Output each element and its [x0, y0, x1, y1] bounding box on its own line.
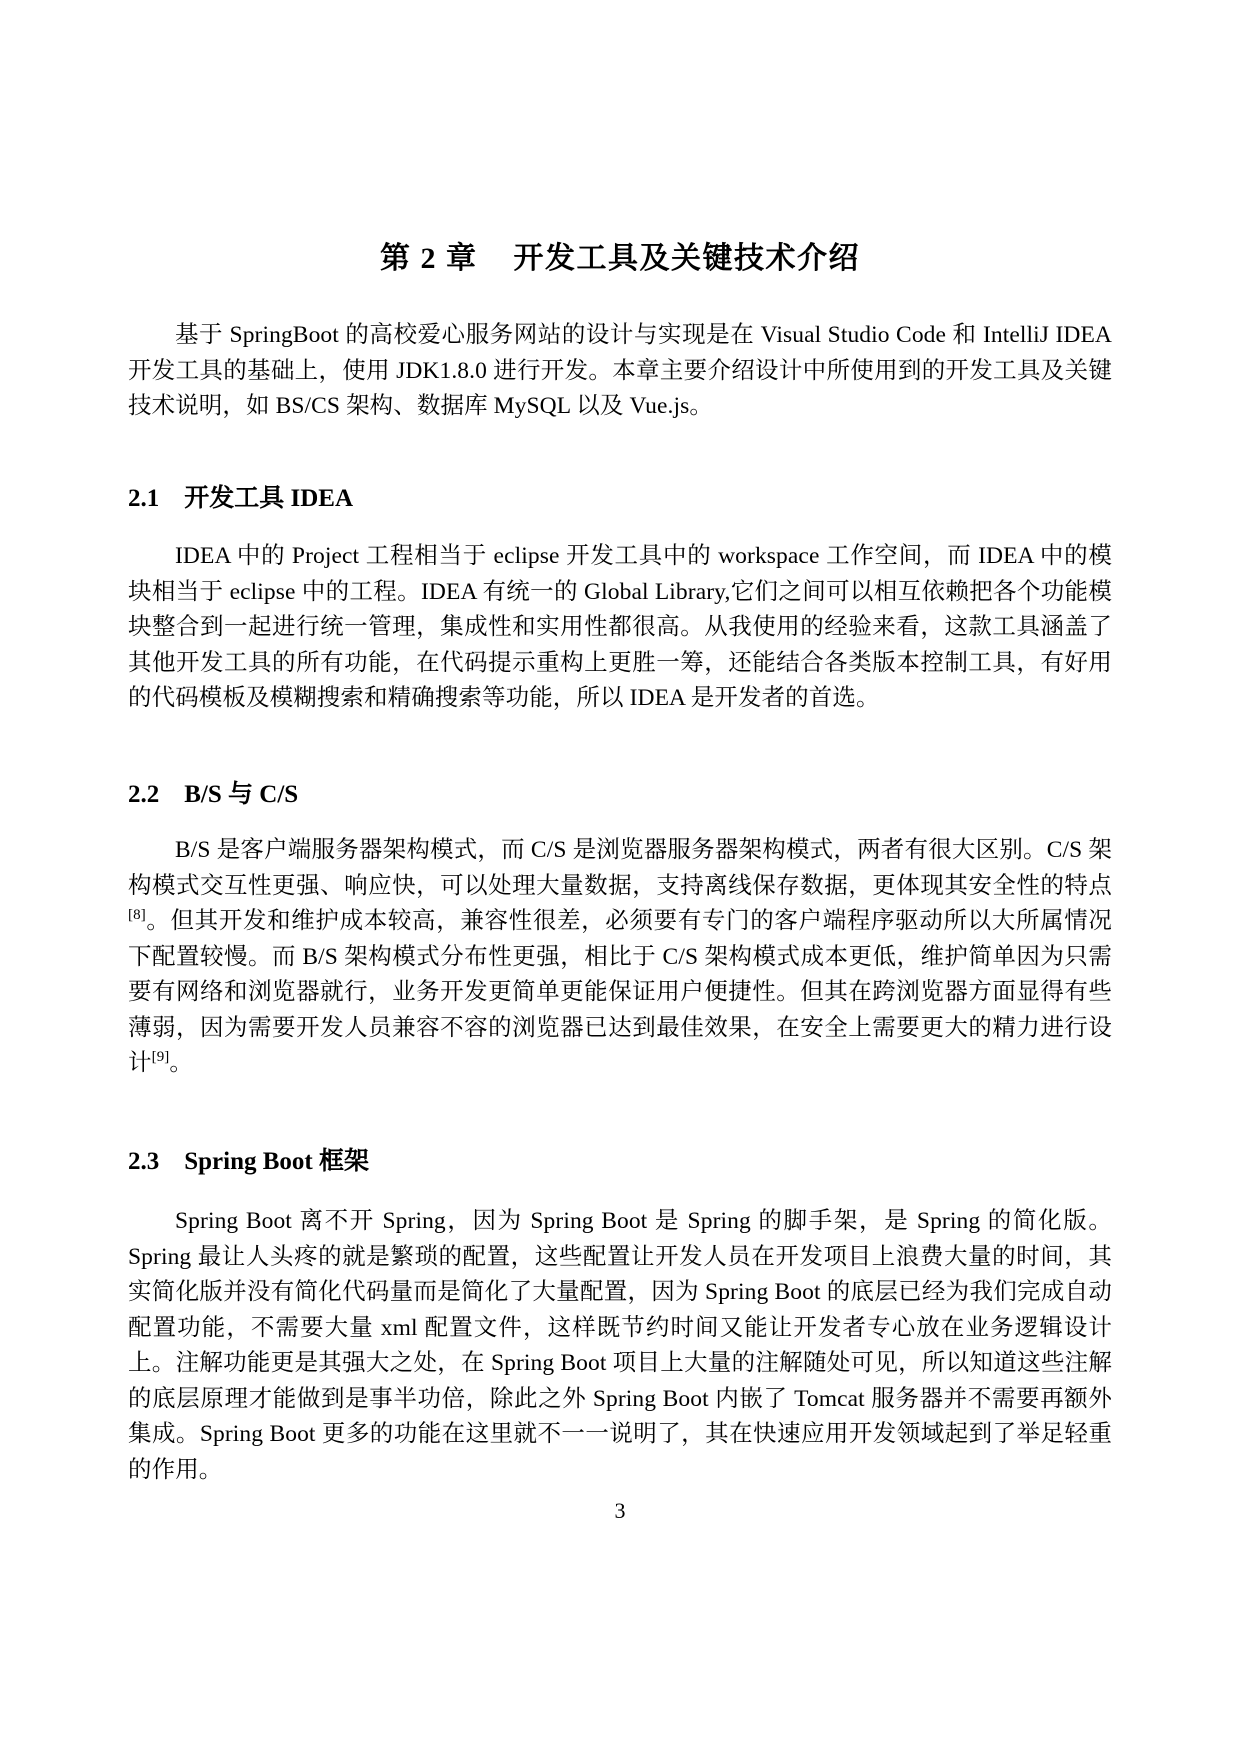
footnote-marker-8: [8] — [128, 907, 146, 924]
spacer — [128, 1178, 1112, 1204]
page-number: 3 — [614, 1498, 626, 1523]
section-heading-2-2: 2.2 B/S 与 C/S — [128, 780, 299, 808]
section-heading-2-3: 2.3 Spring Boot 框架 — [128, 1147, 370, 1175]
section-2-2-paragraph — [128, 833, 1112, 1082]
section-2-3-paragraph: Spring Boot 离不开 Spring，因为 Spring Boot 是 Spring 的脚手架，是 Spring 的简化版。Spring 最让人头疼的就是繁琐的配置，这些配置让开发人员在开发项目上浪费大量的时间，其实简化版并没有简化代码量而是简化了大量配置，因为 Spring Boot 的底层已经为我们完成自动配置功能，不需要大量 xml 配置文件，这样既节约时间又能让开发者专心放在业务逻辑设计上。注解功能更是其强大之处，在 Spring Boot 项目上大量的注解随处可见，所以知道这些注解的底层原理才能做到是事半功倍，除此之外 Spring Boot 内嵌了 Tomcat 服务器并不需要再额外集成。Spring Boot 更多的功能在这里就不一一说明了，其在快速应用开发领域起到了举足轻重的作用。 — [128, 1208, 1112, 1483]
spacer — [128, 717, 1112, 779]
spacer — [128, 280, 1112, 318]
spacer — [128, 425, 1112, 483]
spacer — [128, 1082, 1112, 1146]
section-heading-2-1: 2.1 开发工具 IDEA — [128, 484, 354, 512]
intro-paragraph: 基于 SpringBoot 的高校爱心服务网站的设计与实现是在 Visual Studio Code 和 IntelliJ IDEA 开发工具的基础上，使用 JDK1.8.0 进行开发。本章主要介绍设计中所使用到的开发工具及关键技术说明，如 BS/CS 架构、数据库 MySQL 以及 Vue.js。 — [128, 322, 1112, 419]
section-2-2-text-part3: 。 — [169, 1050, 194, 1076]
section-2-1-paragraph: IDEA 中的 Project 工程相当于 eclipse 开发工具中的 workspace 工作空间，而 IDEA 中的模块相当于 eclipse 中的工程。IDEA 有统一的 Global Library,它们之间可以相互依赖把各个功能模块整合到一起进行统一管理，集成性和实用性都很高。从我使用的经验来看，这款工具涵盖了其他开发工具的所有功能，在代码提示重构上更胜一筹，还能结合各类版本控制工具，有好用的代码模板及模糊搜索和精确搜索等功能，所以 IDEA 是开发者的首选。 — [128, 543, 1112, 711]
footnote-marker-9: [9] — [151, 1049, 170, 1066]
section-2-2-text-part2: 。但其开发和维护成本较高，兼容性很差，必须要有专门的客户端程序驱动所以大所属情况下配置较慢。而 B/S 架构模式分布性更强，相比于 C/S 架构模式成本更低，维护简单因为只需要有网络和浏览器就行，业务开发更简单更能保证用户便捷性。但其在跨浏览器方面显得有些薄弱，因为需要开发人员兼容不容的浏览器已达到最佳效果，在安全上需要更大的精力进行设计 — [128, 908, 1112, 1076]
chapter-title: 第 2 章 开发工具及关键技术介绍 — [380, 242, 860, 275]
spacer — [128, 811, 1112, 833]
page-content — [128, 0, 1112, 1488]
spacer — [128, 515, 1112, 539]
section-2-2-text-part1: B/S 是客户端服务器架构模式，而 C/S 是浏览器服务器架构模式，两者有很大区别。C/S 架构模式交互性更强、响应快，可以处理大量数据，支持离线保存数据，更体现其安全性的特点 — [128, 837, 1112, 899]
